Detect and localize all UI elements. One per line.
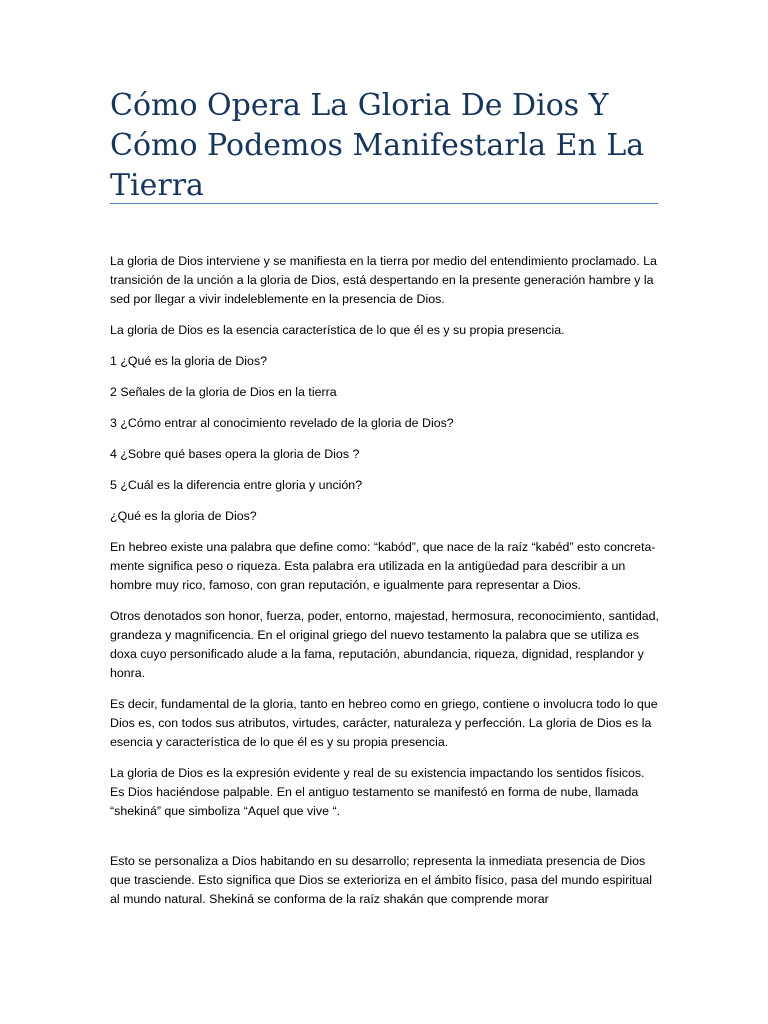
outline-item-2: 2 Señales de la gloria de Dios en la tierra	[110, 385, 337, 399]
document-title: Cómo Opera La Gloria De Dios Y Cómo Podemos Manifestarla En La Tierra	[110, 88, 645, 203]
paragraph-essence: Es decir, fundamental de la gloria, tanto en hebreo como en griego, contiene o involucra todo lo que Dios es, con todos sus atributos, virtudes, carácter, naturaleza y perfección. La gloria de Dios es la esencia y característica de lo que él es y su propia presencia.	[110, 697, 658, 749]
outline-item-3: 3 ¿Cómo entrar al conocimiento revelado de la gloria de Dios?	[110, 416, 454, 430]
document-body	[110, 252, 660, 921]
paragraph-intro: La gloria de Dios interviene y se manifiesta en la tierra por medio del entendimiento proclamado. La transición de la unción a la gloria de Dios, está despertando en la presente generación hambre y la sed por llegar a vivir indeleblemente en la presencia de Dios.	[110, 254, 657, 306]
section-heading: ¿Qué es la gloria de Dios?	[110, 509, 257, 523]
paragraph-hebrew: En hebreo existe una palabra que define como: “kabód”, que nace de la raíz “kabéd” esto concreta-mente significa peso o riqueza. Esta palabra era utilizada en la antigüedad para describir a un hombre muy rico, famoso, con gran reputación, e igualmente para representar a Dios.	[110, 540, 656, 592]
paragraph-greek: Otros denotados son honor, fuerza, poder, entorno, majestad, hermosura, reconocimiento, santidad, grandeza y magnificencia. En el original griego del nuevo testamento la palabra que se utiliza es doxa cuyo personificado alude a la fama, reputación, abundancia, riqueza, dignidad, resplandor y honra.	[110, 609, 659, 680]
outline-item-5: 5 ¿Cuál es la diferencia entre gloria y unción?	[110, 478, 363, 492]
paragraph-presence: Esto se personaliza a Dios habitando en su desarrollo; representa la inmediata presencia de Dios que trasciende. Esto significa que Dios se exterioriza en el ámbito físico, pasa del mundo espiritual al mundo natural. Shekiná se conforma de la raíz shakán que comprende morar	[110, 854, 653, 906]
paragraph-shekina: La gloria de Dios es la expresión evidente y real de su existencia impactando los sentidos físicos. Es Dios haciéndose palpable. En el antiguo testamento se manifestó en forma de nube, llamada “shekiná” que simboliza “Aquel que vive “.	[110, 766, 645, 818]
outline-item-4: 4 ¿Sobre qué bases opera la gloria de Dios ?	[110, 447, 360, 461]
title-divider	[110, 203, 658, 204]
outline-item-1: 1 ¿Qué es la gloria de Dios?	[110, 354, 268, 368]
paragraph-definition: La gloria de Dios es la esencia característica de lo que él es y su propia presencia.	[110, 323, 565, 337]
